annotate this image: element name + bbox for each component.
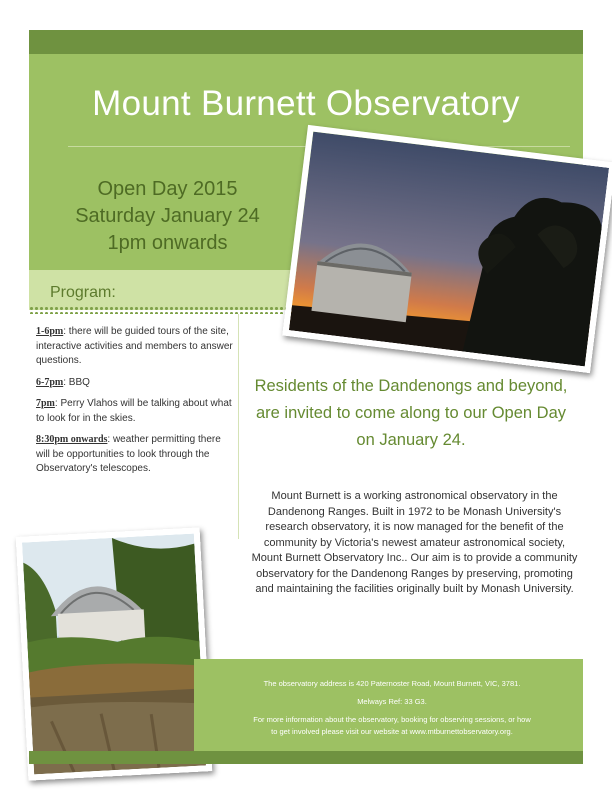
schedule-text: : BBQ bbox=[63, 376, 90, 388]
event-time: 1pm onwards bbox=[107, 232, 228, 254]
schedule-time: 7pm bbox=[36, 398, 55, 409]
footer-melways: Melways Ref: 33 G3. bbox=[357, 697, 427, 706]
dusk-dome-image bbox=[289, 132, 609, 367]
schedule-time: 8:30pm onwards bbox=[36, 434, 108, 445]
schedule-text: : there will be guided tours of the site, interactive activities and members to answer questions. bbox=[36, 326, 233, 366]
schedule-text: : Perry Vlahos will be talking about what to look for in the skies. bbox=[36, 398, 232, 424]
invitation-text: Residents of the Dandenongs and beyond, are invited to come along to our Open Day on January 24. bbox=[254, 377, 568, 449]
schedule-item bbox=[36, 433, 236, 477]
footer-address: The observatory address is 420 Paternoster Road, Mount Burnett, VIC, 3781. bbox=[263, 679, 521, 688]
event-year: Open Day 2015 bbox=[97, 178, 238, 200]
schedule-time: 6-7pm bbox=[36, 376, 64, 388]
event-date: Saturday January 24 bbox=[75, 205, 260, 227]
footer-info-line-1: For more information about the observatory, booking for observing sessions, or how bbox=[253, 715, 531, 724]
schedule-item bbox=[36, 325, 236, 369]
dotted-divider bbox=[29, 306, 299, 314]
observatory-reservoir-photo bbox=[16, 527, 213, 780]
schedule-item bbox=[36, 397, 236, 426]
page-title: Mount Burnett Observatory bbox=[92, 84, 520, 123]
top-band bbox=[29, 30, 583, 54]
about-paragraph: Mount Burnett is a working astronomical observatory in the Dandenong Ranges. Built in 1972 to be Monash University's research observatory, it is now managed for the benefit of the community by Victoria's newest amateur astronomical society, Mount Burnett Observatory Inc.. Our aim is to provide a community observatory for the Dandenong Ranges by preserving, promoting and maintaining the facilities originally built by Monash University. bbox=[251, 490, 578, 595]
footer-info-line-2: to get involved please visit our website at www.mtburnettobservatory.org. bbox=[271, 727, 513, 736]
schedule-item bbox=[36, 376, 236, 391]
observatory-dome-photo bbox=[282, 125, 612, 373]
program-schedule bbox=[36, 325, 236, 484]
schedule-time: 1-6pm bbox=[36, 326, 64, 337]
program-label: Program: bbox=[50, 284, 116, 301]
schedule-text: : weather permitting there will be opportunities to look through the Observatory's telescopes. bbox=[36, 434, 221, 474]
column-divider bbox=[238, 314, 239, 539]
daytime-dome-image bbox=[22, 534, 206, 775]
bottom-band bbox=[29, 751, 583, 764]
